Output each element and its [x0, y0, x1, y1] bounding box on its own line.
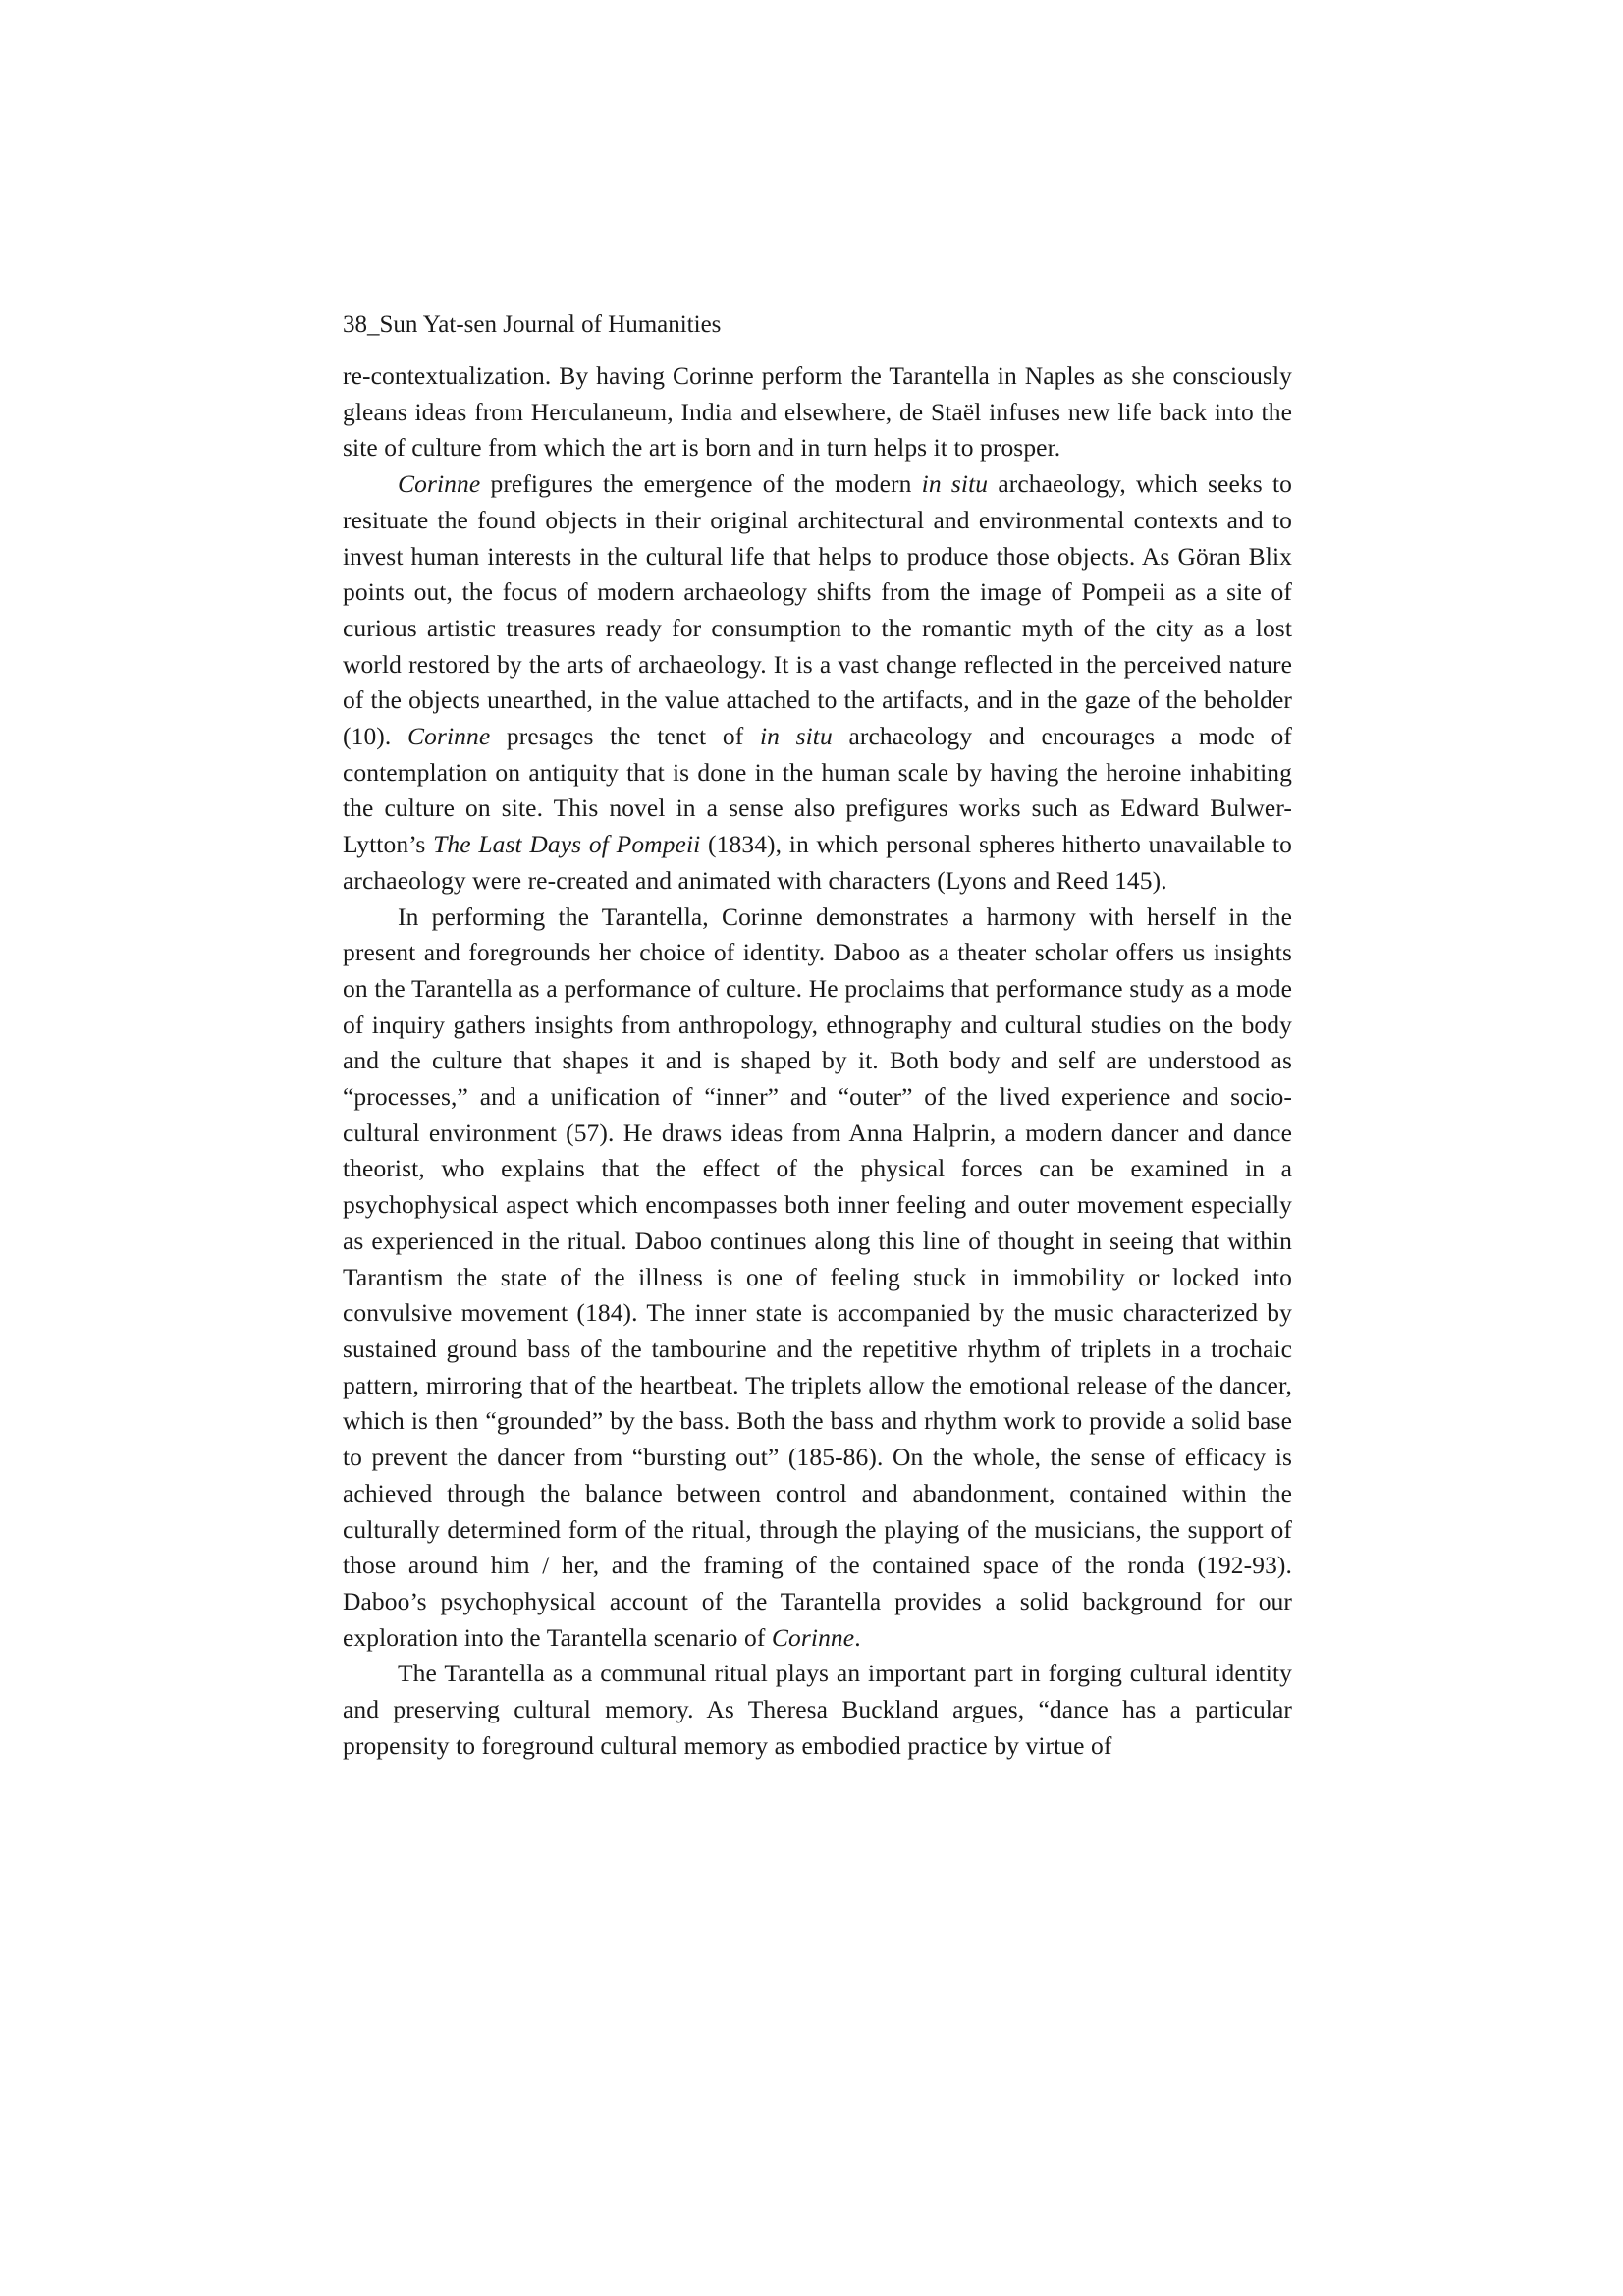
text-segment: presages the tenet of [490, 722, 760, 751]
text-segment: In performing the Tarantella, Corinne demonstrates a harmony with herself in the present and foregrounds her choice of identity. Daboo as a theater scholar offers us insights on the Tarantella as a performance of culture. He proclaims that performance study as a mode of inquiry gathers insights from anthropology, ethnography and cultural studies on the body and the culture that shapes it and is shaped by it. Both body and self are understood as “processes,” and a unification of “inner” and “outer” of the lived experience and socio-cultural environment (57). He draws ideas from Anna Halprin, a modern dancer and dance theorist, who explains that the effect of the physical forces can be examined in a psychophysical aspect which encompasses both inner feeling and outer movement especially as experienced in the ritual. Daboo continues along this line of thought in seeing that within Tarantism the state of the illness is one of feeling stuck in immobility or locked into convulsive movement (184). The inner state is accompanied by the music characterized by sustained ground bass of the tambourine and the repetitive rhythm of triplets in a trochaic pattern, mirroring that of the heartbeat. The triplets allow the emotional release of the dancer, which is then “grounded” by the bass. Both the bass and rhythm work to provide a solid base to prevent the dancer from “bursting out” (185-86). On the whole, the sense of efficacy is achieved through the balance between control and abandonment, contained within the culturally determined form of the ritual, through the playing of the musicians, the support of those around him / her, and the framing of the contained space of the ronda (192-93). Daboo’s psychophysical account of the Tarantella provides a solid background for our exploration into the Tarantella scenario of [343, 902, 1292, 1652]
text-segment: . [854, 1622, 861, 1652]
paragraph-3 [343, 900, 1292, 1657]
italic-title: Corinne [406, 722, 491, 751]
italic-title: Corinne [398, 469, 481, 499]
body-text [343, 358, 1292, 1764]
running-head: 38_Sun Yat-sen Journal of Humanities [343, 311, 722, 338]
text-segment: archaeology, which seeks to resituate the found objects in their original architectural and environmental contexts and to invest human interests in the cultural life that helps to produce those objects. As Göran Blix points out, the focus of modern archaeology shifts from the image of Pompeii as a site of curious artistic treasures ready for consumption to the romantic myth of the city as a lost world restored by the arts of archaeology. It is a vast change reflected in the perceived nature of the objects unearthed, in the value attached to the artifacts, and in the gaze of the beholder (10). [343, 469, 1292, 751]
italic-title: The Last Days of Pompeii [433, 830, 701, 859]
italic-term: in situ [759, 722, 833, 751]
paragraph-2 [343, 466, 1292, 899]
italic-title: Corinne [771, 1622, 855, 1652]
text-segment: re-contextualization. By having Corinne perform the Tarantella in Naples as she consciously gleans ideas from Herculaneum, India and elsewhere, de Staël infuses new life back into the site of culture from which the art is born and in turn helps it to prosper. [343, 361, 1292, 463]
paragraph-4 [343, 1656, 1292, 1764]
text-segment: The Tarantella as a communal ritual plays an important part in forging cultural identity and preserving cultural memory. As Theresa Buckland argues, “dance has a particular propensity to foreground cultural memory as embodied practice by virtue of [343, 1659, 1292, 1760]
text-segment: (1834), in which personal spheres hitherto unavailable to archaeology were re-created and animated with characters (Lyons and Reed 145). [343, 830, 1293, 895]
text-segment: prefigures the emergence of the modern [480, 469, 922, 499]
text-segment: archaeology and encourages a mode of contemplation on antiquity that is done in the human scale by having the heroine inhabiting the culture on site. This novel in a sense also prefigures works such as Edward Bulwer-Lytton’s [343, 722, 1292, 859]
italic-term: in situ [921, 469, 989, 499]
paragraph-1 [343, 358, 1292, 466]
